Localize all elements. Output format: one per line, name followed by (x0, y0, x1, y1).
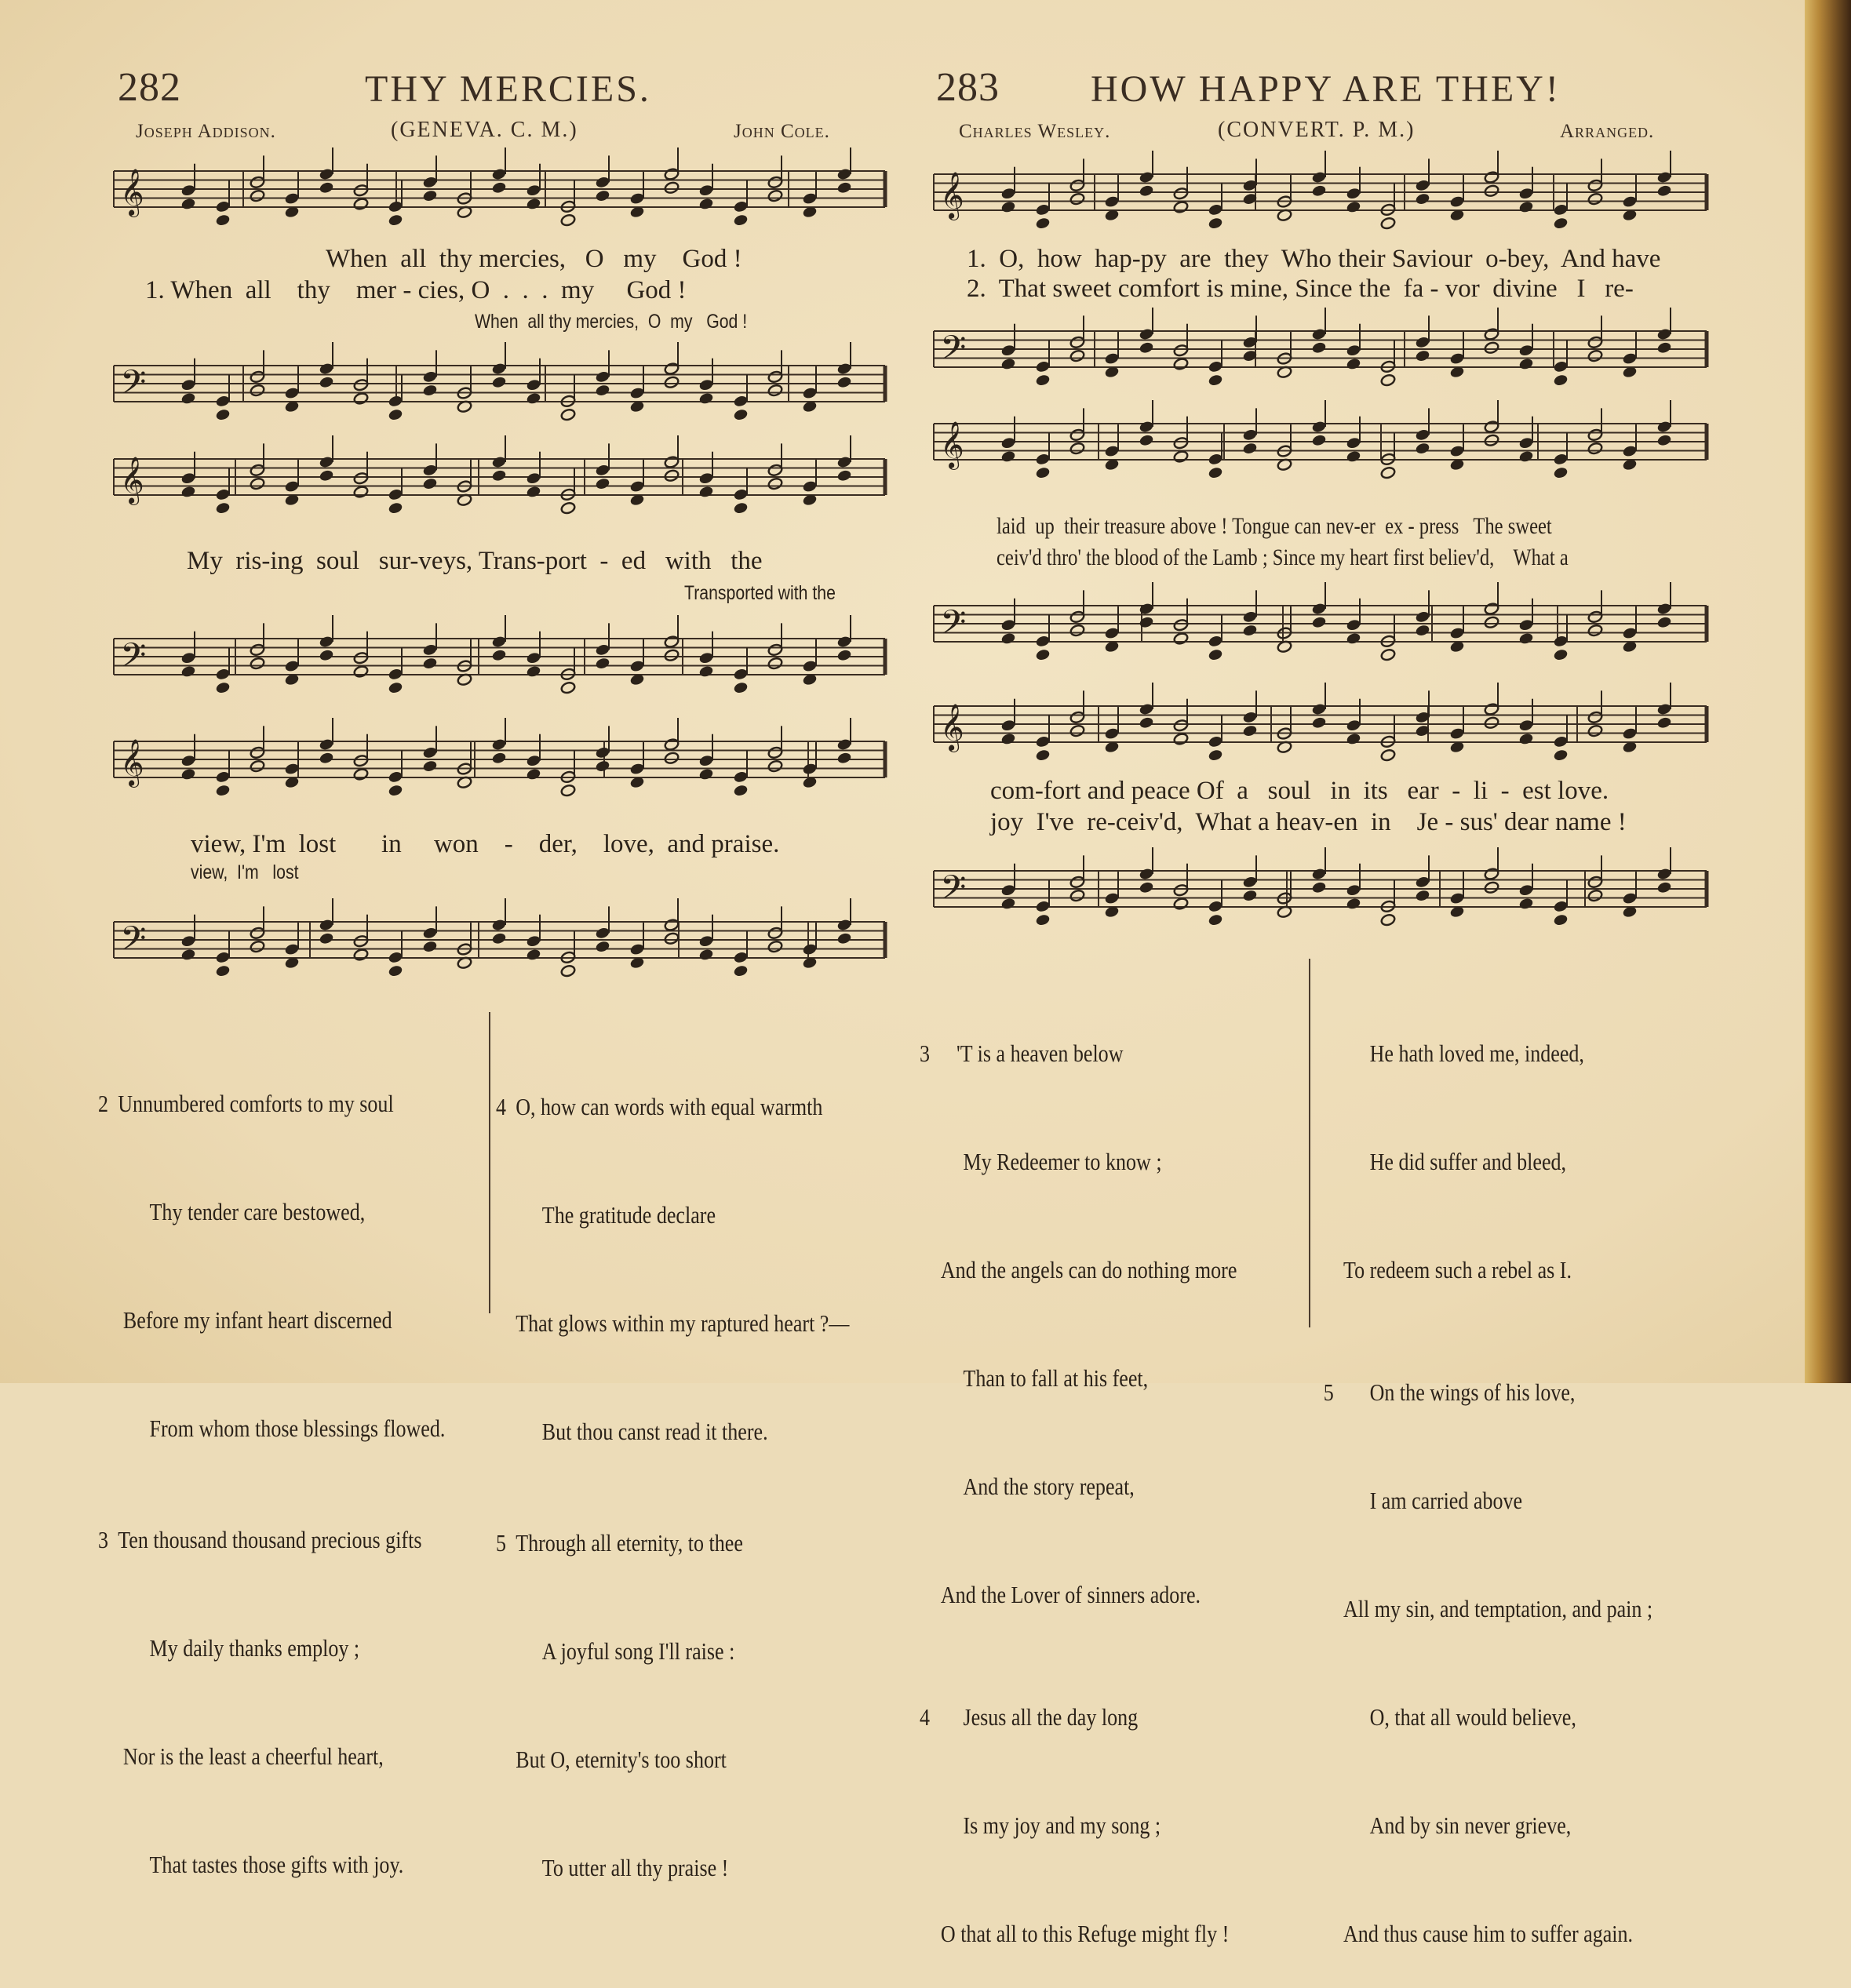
verse-line: Than to fall at his feet, (963, 1364, 1149, 1392)
verse-line: And thus cause him to suffer again. (1343, 1920, 1634, 1947)
verse-line: Through all eternity, to thee (516, 1529, 743, 1557)
verse-line: Unnumbered comforts to my soul (118, 1090, 394, 1117)
verses-right-col2 (1323, 963, 1653, 1988)
verse-line: I am carried above (1369, 1487, 1523, 1514)
verse-number: 4 (920, 1703, 931, 1731)
lyric-right-sys3-verse1: com-fort and peace Of a soul in its ear - li - est love. (990, 777, 1609, 805)
verse-line: That tastes those gifts with joy. (149, 1851, 404, 1878)
lyric-left-sys3-bass: view, I'm lost (191, 861, 299, 883)
verse-line: That glows within my raptured heart ?— (516, 1309, 850, 1337)
lyric-right-sys3-verse2: joy I've re-ceiv'd, What a heav-en in Je - sus' dear name ! (990, 808, 1627, 836)
verse-number: 4 (496, 1093, 507, 1120)
verse-number: 2 (98, 1090, 109, 1117)
verse-line: To utter all thy praise ! (541, 1854, 729, 1881)
lyric-left-sys2: My ris-ing soul sur-veys, Trans-port - ed with the (187, 547, 763, 575)
verse-line: And by sin never grieve, (1369, 1811, 1572, 1839)
verse-line: But O, eternity's too short (516, 1746, 727, 1773)
svg-text:𝄞: 𝄞 (120, 169, 144, 216)
composer-right: Arranged. (1560, 121, 1655, 142)
lyric-left-sys3: view, I'm lost in won - der, love, and praise. (191, 830, 780, 858)
verse-line: Ten thousand thousand precious gifts (118, 1526, 422, 1553)
verse-line: To redeem such a rebel as I. (1343, 1256, 1572, 1283)
verse-line: Thy tender care bestowed, (149, 1198, 366, 1225)
lyric-right-sys1-verse1: 1. O, how hap-py are they Who their Saviour o-bey, And have (967, 245, 1661, 273)
svg-text:𝄞: 𝄞 (940, 704, 964, 751)
verse-line: My Redeemer to know ; (963, 1148, 1162, 1175)
lyric-right-sys2-verse2: ceiv'd thro' the blood of the Lamb ; Since my heart first believ'd, What a (997, 544, 1569, 570)
svg-text:𝄞: 𝄞 (940, 172, 964, 219)
lyric-left-sys2-bass: Transported with the (684, 582, 836, 604)
hymn-number-left: 282 (118, 65, 181, 110)
verse-line: O that all to this Refuge might fly ! (940, 1920, 1230, 1947)
verses-left-col2 (496, 1017, 849, 1922)
verse-divider-right (1309, 959, 1310, 1327)
verse-line: O, that all would believe, (1369, 1703, 1576, 1731)
verse-line: But thou canst read it there. (541, 1418, 768, 1445)
lyric-left-sys1-bass: When all thy mercies, O my God ! (475, 311, 748, 333)
verse-line: My daily thanks employ ; (149, 1634, 360, 1662)
svg-text:𝄢: 𝄢 (120, 363, 147, 410)
verse-line: 'T is a heaven below (956, 1040, 1124, 1067)
verse-line: A joyful song I'll raise : (541, 1637, 735, 1665)
verse-divider-left (489, 1012, 490, 1313)
verse-line: And the Lover of sinners adore. (940, 1581, 1201, 1608)
lyric-left-sys1-alto: When all thy mercies, O my God ! (326, 245, 742, 273)
composer-left: John Cole. (734, 121, 830, 142)
verse-line: He hath loved me, indeed, (1369, 1040, 1584, 1067)
verse-line: Jesus all the day long (963, 1703, 1139, 1731)
svg-text:𝄢: 𝄢 (120, 919, 147, 967)
tune-name-left: (GENEVA. C. M.) (391, 118, 578, 142)
svg-text:𝄞: 𝄞 (120, 739, 144, 786)
svg-text:𝄢: 𝄢 (940, 868, 967, 916)
lyric-right-sys2-verse1: laid up their treasure above ! Tongue can nev-er ex - press The sweet (997, 513, 1552, 539)
svg-text:𝄞: 𝄞 (120, 457, 144, 504)
verse-line: Nor is the least a cheerful heart, (122, 1742, 384, 1770)
svg-text:𝄢: 𝄢 (940, 603, 967, 650)
verse-line: And the story repeat, (963, 1473, 1135, 1500)
verse-number: 5 (1323, 1378, 1334, 1406)
verse-line: Before my infant heart discerned (122, 1306, 392, 1334)
verses-right-col1 (920, 963, 1237, 1988)
author-left: Joseph Addison. (136, 121, 276, 142)
tune-name-right: (CONVERT. P. M.) (1218, 118, 1416, 142)
verse-number: 3 (98, 1526, 109, 1553)
verse-line: On the wings of his love, (1369, 1378, 1576, 1406)
verse-line: He did suffer and bleed, (1369, 1148, 1567, 1175)
verse-line: The gratitude declare (541, 1201, 716, 1229)
svg-text:𝄢: 𝄢 (940, 329, 967, 376)
verse-line: Is my joy and my song ; (963, 1811, 1161, 1839)
verses-left-col1 (98, 1014, 445, 1919)
hymn-title-left: THY MERCIES. (365, 68, 651, 110)
verse-line: All my sin, and temptation, and pain ; (1343, 1595, 1653, 1622)
verse-number: 3 (920, 1040, 931, 1067)
hymn-number-right: 283 (936, 65, 1000, 110)
lyric-left-sys1-verse1: 1. When all thy mer - cies, O . . . my God ! (145, 276, 687, 304)
author-right: Charles Wesley. (959, 121, 1111, 142)
hymn-title-right: HOW HAPPY ARE THEY! (1091, 68, 1561, 110)
svg-text:𝄞: 𝄞 (940, 421, 964, 468)
book-binding-edge (1805, 0, 1851, 1383)
verse-line: From whom those blessings flowed. (149, 1415, 446, 1442)
lyric-right-sys1-verse2: 2. That sweet comfort is mine, Since the fa - vor divine I re- (967, 275, 1634, 303)
verse-number: 5 (496, 1529, 507, 1557)
svg-text:𝄢: 𝄢 (120, 636, 147, 683)
verse-line: And the angels can do nothing more (940, 1256, 1237, 1283)
verse-line: O, how can words with equal warmth (516, 1093, 823, 1120)
